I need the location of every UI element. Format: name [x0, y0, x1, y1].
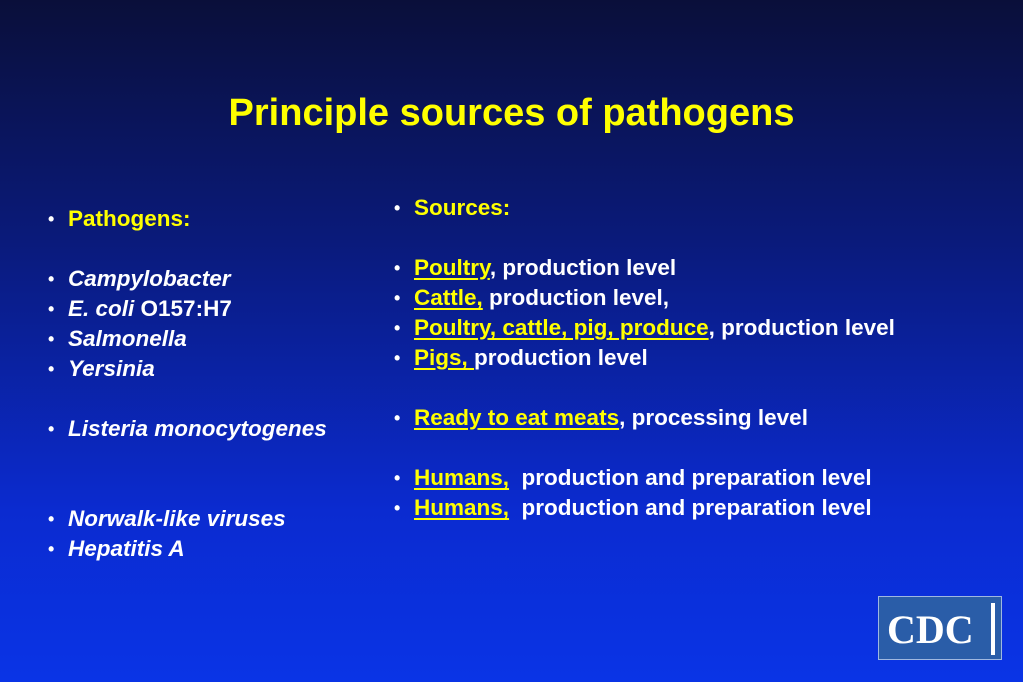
- source-link[interactable]: Pigs,: [414, 345, 475, 370]
- list-item: • Ready to eat meats, processing level: [394, 405, 808, 430]
- list-item: • Humans, production and preparation level: [394, 465, 872, 490]
- list-item: • Hepatitis A: [48, 536, 185, 561]
- source-link[interactable]: Ready to eat meats: [414, 405, 620, 430]
- list-item: • Listeria monocytogenes: [48, 416, 327, 441]
- slide-title: Principle sources of pathogens: [228, 92, 795, 134]
- list-item: • Cattle, production level,: [394, 285, 670, 310]
- pathogens-list: [48, 204, 327, 564]
- list-item: • Pigs, production level: [394, 345, 648, 370]
- list-item: • E. coli O157:H7: [48, 296, 232, 321]
- list-item: • Poultry, production level: [394, 255, 677, 280]
- sources-list: [394, 193, 895, 523]
- cdc-logo: [878, 596, 1002, 660]
- source-link[interactable]: Cattle,: [414, 285, 483, 310]
- list-item: • Norwalk-like viruses: [48, 506, 286, 531]
- sources-heading: • Sources:: [394, 195, 511, 220]
- list-item: • Poultry, cattle, pig, produce, production level: [394, 315, 895, 340]
- pathogens-heading: • Pathogens:: [48, 206, 191, 231]
- source-link[interactable]: Poultry, cattle, pig, produce: [414, 315, 709, 340]
- list-item: • Salmonella: [48, 326, 187, 351]
- source-link[interactable]: Humans,: [414, 495, 510, 520]
- cdc-logo-text: CDC: [887, 607, 974, 652]
- source-link[interactable]: Poultry: [414, 255, 490, 280]
- source-link[interactable]: Humans,: [414, 465, 510, 490]
- list-item: • Yersinia: [48, 356, 155, 381]
- list-item: • Humans, production and preparation level: [394, 495, 872, 520]
- list-item: • Campylobacter: [48, 266, 231, 291]
